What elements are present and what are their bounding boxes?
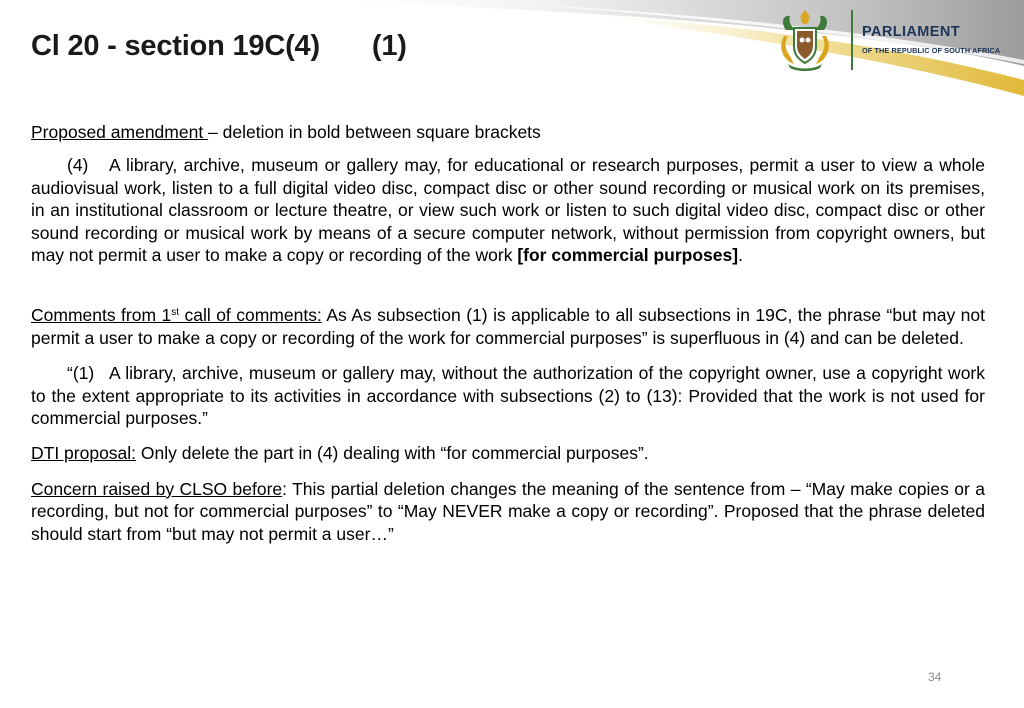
comments-paragraph [31,304,985,349]
parliament-logo [776,4,1001,74]
section-4-number: (4) [67,155,89,176]
title-number: (1) [371,30,407,62]
comments-label-a: Comments from 1 [31,305,172,326]
comments-text: As As subsection (1) is applicable to all subsections in 19C, the phrase “but may not permit a user to make a copy or recording of the work for commercial purposes” is superfluous in (4) and can be deleted. [31,305,985,348]
comments-label [31,305,322,325]
slide-body [31,121,985,545]
dti-proposal-paragraph [31,442,985,464]
proposed-amendment-paragraph [31,121,985,143]
section-1-quote [31,362,985,429]
coat-of-arms-icon [776,6,834,72]
concern-label: Concern raised by CLSO before [31,478,283,499]
section-4-text: A library, archive, museum or gallery may, for educational or research purposes, permit a user to view a whole audiovisual work, listen to a full digital video disc, compact disc or other sound recording or musical work on its premises, in an institutional classroom or lecture theatre, or view such work or listen to such digital video disc, compact disc or other sound recording or musical work by means of a secure computer network, without permission from copyright owners, but may not permit a user to make a copy or recording of the work [31,155,985,266]
section-1-text: A library, archive, museum or gallery may, without the authorization of the copyright owner, use a copyright work to the extent appropriate to its activities in accordance with subsections (2) to (13): Provided that the work is not used for commercial purposes.” [31,363,985,429]
section-4-end: . [738,245,743,266]
logo-subtitle: OF THE REPUBLIC OF SOUTH AFRICA [862,46,1001,55]
dti-proposal-label: DTI proposal: [31,443,137,464]
comments-label-b: call of comments: [179,305,322,326]
concern-text: : This partial deletion changes the meaning of the sentence from – “May make copies or a recording, but not for commercial purposes” to “May NEVER make a copy or recording”. Proposed that the phrase deleted should start from “but may not permit a user…” [31,478,985,544]
logo-divider [851,10,853,70]
section-4-quote [31,154,985,266]
section-4-bold-deletion: [for commercial purposes] [517,245,739,266]
section-1-number: “(1) [67,363,95,384]
concern-paragraph [31,478,985,545]
dti-proposal-text: Only delete the part in (4) dealing with “for commercial purposes”. [136,443,649,464]
comments-label-sup: st [171,307,180,319]
proposed-amendment-label: Proposed amendment [31,122,209,142]
title-text: Cl 20 - section 19C(4) [31,30,320,62]
logo-name: PARLIAMENT [862,24,960,40]
slide-title [31,30,407,63]
proposed-amendment-text: – deletion in bold between square brackets [208,122,541,142]
page-number: 34 [928,670,942,684]
